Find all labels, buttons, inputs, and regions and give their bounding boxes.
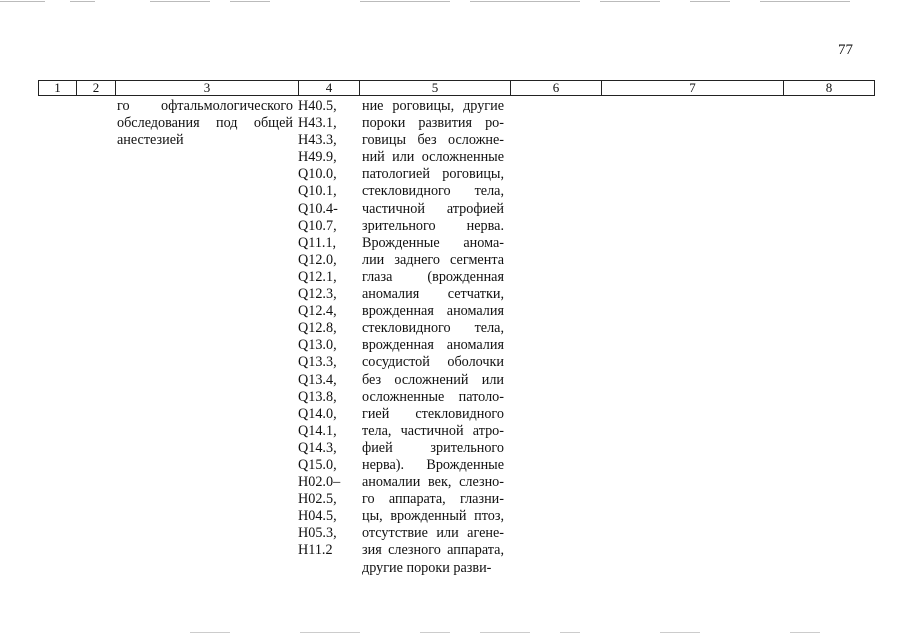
text-line: Q15.0,	[298, 456, 337, 473]
column-5-text	[362, 98, 504, 577]
header-col-2: 2	[77, 81, 116, 95]
text-line: без осложнений или	[362, 371, 504, 388]
text-line: стекловидного тела,	[362, 183, 504, 200]
text-line: фией зрительного	[362, 439, 504, 456]
text-line: Q11.1,	[298, 234, 337, 251]
text-line: пороки развития ро-	[362, 115, 504, 132]
text-line: частичной атрофией	[362, 200, 504, 217]
text-line: H02.0–	[298, 474, 341, 491]
text-line: цы, врожденный птоз,	[362, 508, 504, 525]
text-line: Q14.0,	[298, 405, 337, 422]
text-line: Q14.3,	[298, 439, 337, 456]
text-line: Q12.1,	[298, 268, 337, 285]
text-line: Q10.1,	[298, 183, 337, 200]
header-col-7: 7	[602, 81, 784, 95]
scan-artifact-bottom	[0, 630, 905, 636]
header-col-4: 4	[299, 81, 360, 95]
text-line: патологией роговицы,	[362, 166, 504, 183]
text-line: стекловидного тела,	[362, 320, 504, 337]
text-line: H11.2	[298, 542, 333, 559]
text-line: Q10.7,	[298, 217, 337, 234]
text-line: го офтальмологического	[117, 98, 293, 114]
text-line: врожденная аномалия	[362, 337, 504, 354]
header-col-5: 5	[360, 81, 511, 95]
text-line: ние роговицы, другие	[362, 98, 504, 114]
text-line: Q13.0,	[298, 337, 337, 354]
text-line: Q13.8,	[298, 388, 337, 405]
text-line: тела, частичной атро-	[362, 422, 504, 439]
text-line: гией стекловидного	[362, 405, 504, 422]
text-line: H43.1,	[298, 115, 337, 132]
text-line: H49.9,	[298, 149, 337, 166]
text-line: Q12.3,	[298, 286, 337, 303]
text-line: обследования под общей	[117, 115, 293, 132]
text-line: отсутствие или агене-	[362, 525, 504, 542]
page-number: 77	[838, 42, 853, 58]
text-line: другие пороки разви-	[362, 559, 492, 576]
text-line: сосудистой оболочки	[362, 354, 504, 371]
text-line: говицы без осложне-	[362, 132, 504, 149]
text-line: Q12.8,	[298, 320, 337, 337]
text-line: осложненные патоло-	[362, 388, 504, 405]
column-4-codes	[298, 98, 356, 560]
text-line: врожденная аномалия	[362, 303, 504, 320]
text-line: Q12.0,	[298, 251, 337, 268]
text-line: H04.5,	[298, 508, 337, 525]
text-line: нерва). Врожденные	[362, 456, 504, 473]
text-line: зия слезного аппарата,	[362, 542, 504, 559]
table-header-row	[38, 80, 875, 96]
text-line: Q10.4-	[298, 200, 338, 217]
text-line: Q12.4,	[298, 303, 337, 320]
text-line: аномалии век, слезно-	[362, 474, 504, 491]
text-line: Q14.1,	[298, 422, 337, 439]
column-3-text	[117, 98, 293, 149]
text-line: Q10.0,	[298, 166, 337, 183]
text-line: зрительного нерва.	[362, 217, 504, 234]
header-col-1: 1	[39, 81, 77, 95]
text-line: Q13.4,	[298, 371, 337, 388]
text-line: анестезией	[117, 132, 184, 149]
text-line: го аппарата, глазни-	[362, 491, 504, 508]
text-line: аномалия сетчатки,	[362, 286, 504, 303]
text-line: лии заднего сегмента	[362, 251, 504, 268]
text-line: H02.5,	[298, 491, 337, 508]
text-line: глаза (врожденная	[362, 268, 504, 285]
text-line: H40.5,	[298, 98, 337, 114]
header-col-3: 3	[116, 81, 299, 95]
header-col-6: 6	[511, 81, 602, 95]
header-col-8: 8	[825, 80, 833, 95]
text-line: Врожденные анома-	[362, 234, 504, 251]
text-line: Q13.3,	[298, 354, 337, 371]
text-line: H05.3,	[298, 525, 337, 542]
text-line: H43.3,	[298, 132, 337, 149]
text-line: ний или осложненные	[362, 149, 504, 166]
scan-artifact-top	[0, 0, 905, 4]
